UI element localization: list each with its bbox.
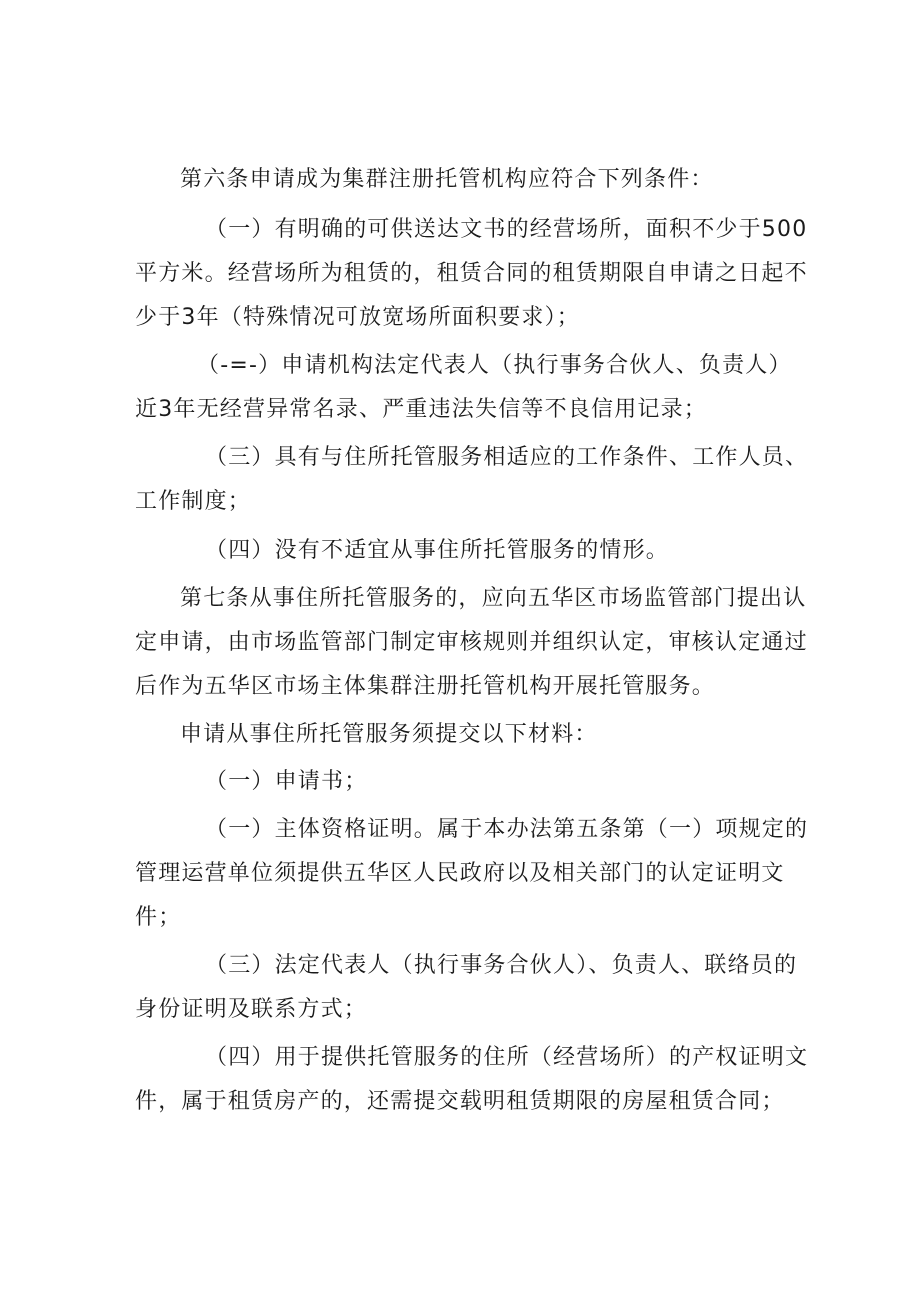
- article-6-item-4: （四）没有不适宜从事住所托管服务的情形。: [205, 538, 670, 563]
- material-item-4-line-2: 件，属于租赁房产的，还需提交载明租赁期限的房屋租赁合同；: [135, 1089, 785, 1114]
- article-6-item-1-line-2: 平方米。经营场所为租赁的，租赁合同的租赁期限自申请之日起不: [135, 261, 808, 286]
- material-item-3-line-1: （三）法定代表人（执行事务合伙人）、负责人、联络员的: [205, 953, 798, 978]
- article-7-line-2: 定申请，由市场监管部门制定审核规则并组织认定，审核认定通过: [135, 630, 808, 655]
- material-item-4-line-1: （四）用于提供托管服务的住所（经营场所）的产权证明文: [205, 1045, 809, 1070]
- article-6-item-1-line-1: （一）有明确的可供送达文书的经营场所，面积不少于500: [205, 217, 808, 242]
- article-6-item-1-line-3: 少于3年（特殊情况可放宽场所面积要求）；: [135, 305, 580, 330]
- article-6-item-3-line-2: 工作制度；: [135, 489, 252, 514]
- article-6-item-2-line-1: （-=-）申请机构法定代表人（执行事务合伙人、负责人）: [197, 353, 792, 378]
- article-6-item-2-line-2: 近3年无经营异常名录、严重违法失信等不良信用记录；: [135, 397, 707, 422]
- material-item-2-line-2: 管理运营单位须提供五华区人民政府以及相关部门的认定证明文: [135, 861, 785, 886]
- material-item-3-line-2: 身份证明及联系方式；: [135, 997, 368, 1022]
- material-item-2-line-3: 件；: [135, 905, 182, 930]
- article-7-line-1: 第七条从事住所托管服务的，应向五华区市场监管部门提出认: [180, 586, 807, 611]
- material-item-2-line-1: （一）主体资格证明。属于本办法第五条第（一）项规定的: [205, 817, 809, 842]
- materials-intro: 申请从事住所托管服务须提交以下材料：: [180, 722, 598, 747]
- material-item-1: （一）申请书；: [205, 769, 368, 794]
- article-6-heading: 第六条申请成为集群注册托管机构应符合下列条件：: [180, 167, 714, 192]
- article-6-item-3-line-1: （三）具有与住所托管服务相适应的工作条件、工作人员、: [205, 445, 809, 470]
- article-7-line-3: 后作为五华区市场主体集群注册托管机构开展托管服务。: [135, 674, 716, 699]
